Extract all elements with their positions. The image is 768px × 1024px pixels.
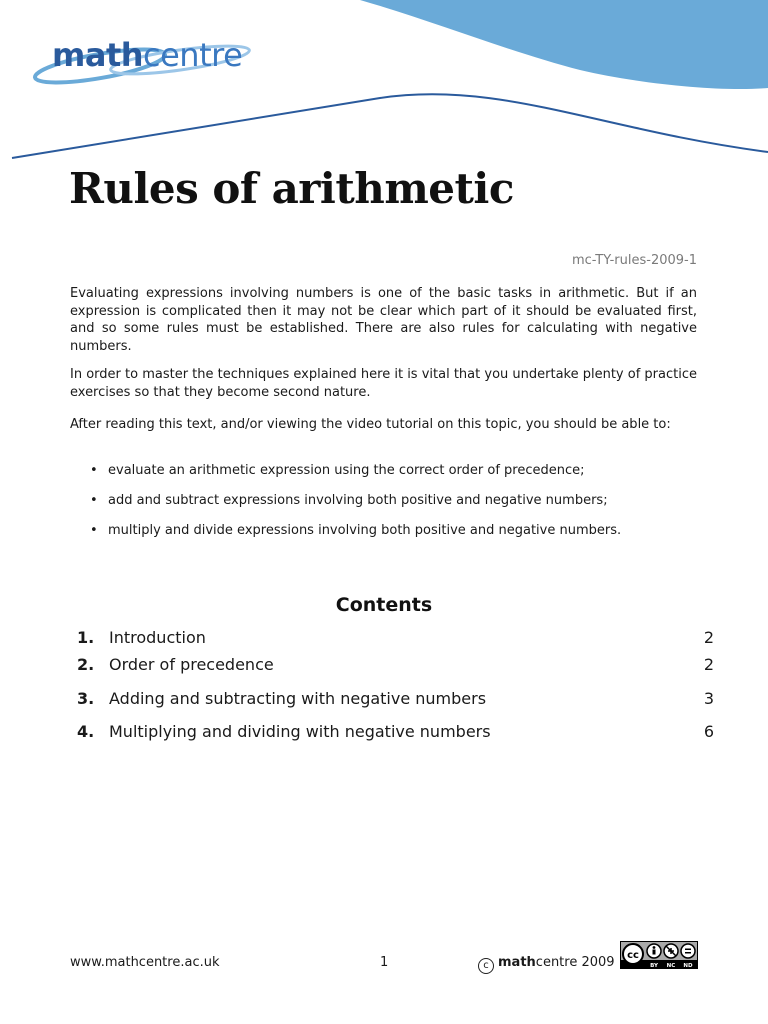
logo-centre: centre — [143, 36, 243, 74]
toc-page: 2 — [703, 628, 714, 647]
page-number: 1 — [380, 955, 389, 970]
list-item — [86, 462, 621, 492]
cc-label: cc — [627, 950, 639, 961]
toc-number: 4. — [77, 722, 95, 741]
bullet-icon: • — [90, 463, 98, 478]
nd-label: ND — [683, 963, 693, 969]
objective-text: multiply and divide expressions involving both positive and negative numbers. — [108, 523, 622, 538]
toc-page: 2 — [703, 655, 714, 674]
toc-page: 6 — [703, 722, 714, 741]
page-title: Rules of arithmetic — [69, 164, 514, 213]
intro-paragraph-3: After reading this text, and/or viewing the video tutorial on this topic, you should be able to: — [70, 417, 671, 432]
toc-title[interactable]: Introduction — [109, 628, 206, 647]
learning-objectives-list — [86, 462, 621, 552]
toc-entry-order-of-precedence[interactable] — [77, 655, 714, 677]
objective-text: add and subtract expressions involving both positive and negative numbers; — [108, 493, 608, 508]
toc-entry-introduction[interactable] — [77, 628, 714, 650]
by-label: BY — [650, 963, 658, 969]
toc-number: 2. — [77, 655, 95, 674]
footer-url[interactable]: www.mathcentre.ac.uk — [70, 955, 220, 970]
toc-number: 3. — [77, 689, 95, 708]
bullet-icon: • — [90, 493, 98, 508]
toc-page: 3 — [703, 689, 714, 708]
bullet-icon: • — [90, 523, 98, 538]
toc-title[interactable]: Adding and subtracting with negative numbers — [109, 689, 487, 708]
nc-label: NC — [666, 963, 676, 969]
toc-title[interactable]: Order of precedence — [109, 655, 274, 674]
footer-copyright — [478, 955, 615, 974]
toc-entry-adding-subtracting[interactable] — [77, 689, 714, 711]
intro-paragraph-2: In order to master the techniques explained here it is vital that you undertake plenty of practice exercises so that they become second nature. — [70, 367, 697, 400]
footer-brand-bold: math — [498, 955, 536, 970]
intro-paragraph-1: Evaluating expressions involving numbers is one of the basic tasks in arithmetic. But if an expression is complicated then it may not be clear which part of it should be evaluated first, and so some rules must be established. There are also rules for calculating with negative numbers. — [70, 286, 697, 354]
contents-heading: Contents — [335, 594, 433, 616]
logo-math: math — [52, 36, 144, 74]
toc-number: 1. — [77, 628, 95, 647]
creative-commons-license-icon[interactable] — [620, 941, 698, 969]
toc-entry-multiplying-dividing[interactable] — [77, 722, 714, 744]
logo-wordmark — [52, 36, 242, 74]
toc-title[interactable]: Multiplying and dividing with negative numbers — [109, 722, 491, 741]
copyright-icon: c — [478, 958, 494, 974]
list-item — [86, 522, 621, 552]
document-reference: mc-TY-rules-2009-1 — [571, 253, 697, 268]
objective-text: evaluate an arithmetic expression using the correct order of precedence; — [108, 463, 585, 478]
footer-brand-rest: centre 2009 — [535, 955, 615, 970]
list-item — [86, 492, 621, 522]
